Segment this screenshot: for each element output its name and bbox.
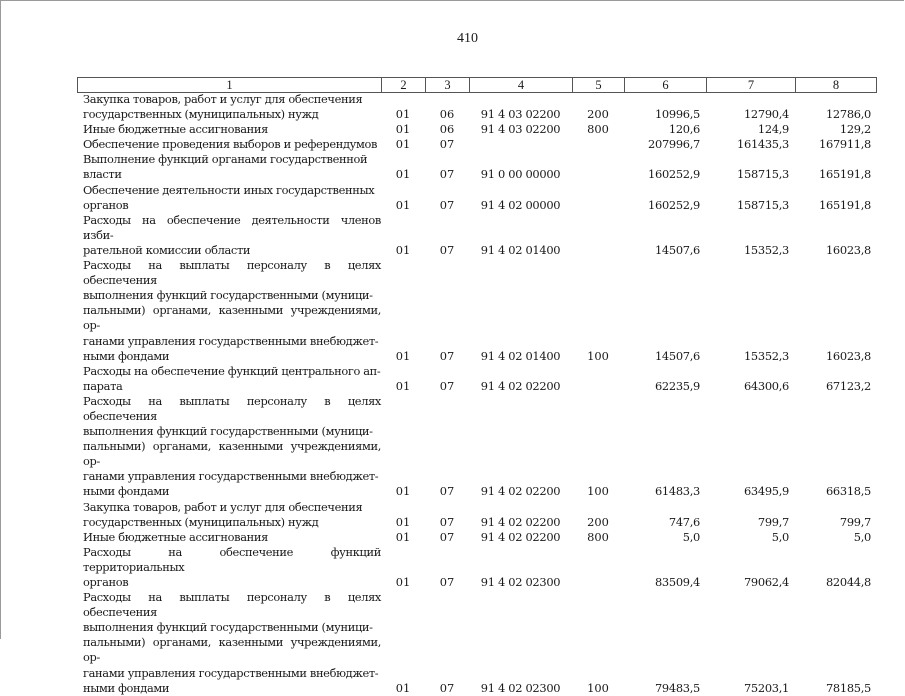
expense-type-code: 100 bbox=[587, 484, 609, 499]
row-description bbox=[77, 183, 381, 213]
row-description bbox=[77, 500, 381, 530]
description-line: органов bbox=[83, 197, 129, 212]
row-description bbox=[77, 122, 381, 137]
amount-year-1: 14507,6 bbox=[654, 242, 700, 257]
amount-year-3: 66318,5 bbox=[825, 484, 871, 499]
amount-year-3: 5,0 bbox=[853, 529, 871, 544]
table-row bbox=[77, 364, 876, 394]
description-line: Выполнение функций органами государственной bbox=[83, 152, 368, 167]
description-line: Расходы на выплаты персоналу в целях обеспечения bbox=[83, 590, 381, 620]
subsection-code: 07 bbox=[439, 529, 455, 544]
target-article-code: 91 4 02 02300 bbox=[480, 680, 561, 695]
expense-type-code: 100 bbox=[587, 680, 609, 695]
amount-year-1: 79483,5 bbox=[654, 680, 700, 695]
subsection-code: 07 bbox=[439, 137, 455, 152]
amount-year-3: 165191,8 bbox=[819, 197, 871, 212]
target-article-code: 91 4 03 02200 bbox=[480, 107, 561, 122]
subsection-code: 07 bbox=[439, 484, 455, 499]
description-line: Расходы на обеспечение функций территориальных bbox=[83, 544, 381, 574]
table-row bbox=[77, 183, 876, 213]
description-line: власти bbox=[83, 167, 122, 182]
amount-year-1: 5,0 bbox=[682, 529, 700, 544]
amount-year-3: 799,7 bbox=[839, 514, 871, 529]
amount-year-3: 165191,8 bbox=[819, 167, 871, 182]
table-row bbox=[77, 530, 876, 545]
amount-year-2: 158715,3 bbox=[737, 197, 789, 212]
row-description bbox=[77, 137, 381, 152]
table-row bbox=[77, 500, 876, 530]
amount-year-2: 79062,4 bbox=[743, 575, 789, 589]
amount-year-1: 83509,4 bbox=[654, 575, 700, 589]
subsection-code: 07 bbox=[439, 167, 455, 182]
amount-year-3: 129,2 bbox=[839, 122, 871, 137]
description-line: выполнения функций государственными (муници- bbox=[83, 288, 373, 303]
amount-year-2: 15352,3 bbox=[743, 348, 789, 363]
section-code: 01 bbox=[395, 167, 411, 182]
subsection-code: 07 bbox=[439, 378, 455, 393]
table-row bbox=[77, 213, 876, 258]
description-line: Расходы на обеспечение функций центрального ап- bbox=[83, 363, 381, 378]
target-article-code: 91 4 02 02200 bbox=[480, 529, 561, 544]
subsection-code: 07 bbox=[439, 514, 455, 529]
amount-year-2: 12790,4 bbox=[743, 107, 789, 122]
description-line: выполнения функций государственными (муници- bbox=[83, 424, 373, 439]
expense-type-code: 100 bbox=[587, 348, 609, 363]
expense-type-code: 800 bbox=[587, 122, 609, 137]
amount-year-1: 14507,6 bbox=[654, 348, 700, 363]
description-line: государственных (муниципальных) нужд bbox=[83, 107, 319, 122]
amount-year-1: 207996,7 bbox=[648, 137, 700, 152]
amount-year-3: 82044,8 bbox=[825, 575, 871, 589]
description-line: Закупка товаров, работ и услуг для обеспечения bbox=[83, 499, 363, 514]
table-row bbox=[77, 394, 876, 500]
amount-year-2: 124,9 bbox=[757, 122, 789, 137]
header-col-5: 5 bbox=[573, 78, 625, 93]
target-article-code: 91 4 03 02200 bbox=[480, 122, 561, 137]
row-description bbox=[77, 364, 381, 394]
expense-type-code: 800 bbox=[587, 529, 609, 544]
subsection-code: 06 bbox=[439, 122, 455, 137]
table-body bbox=[77, 92, 876, 696]
target-article-code: 91 4 02 02200 bbox=[480, 484, 561, 499]
section-code: 01 bbox=[395, 122, 411, 137]
row-description bbox=[77, 590, 381, 696]
description-line: Иные бюджетные ассигнования bbox=[83, 122, 268, 137]
table-row bbox=[77, 137, 876, 152]
header-col-2: 2 bbox=[382, 78, 426, 93]
amount-year-2: 64300,6 bbox=[743, 378, 789, 393]
amount-year-3: 78185,5 bbox=[825, 680, 871, 695]
amount-year-1: 120,6 bbox=[668, 122, 700, 137]
table-row bbox=[77, 122, 876, 137]
amount-year-2: 75203,1 bbox=[743, 680, 789, 695]
amount-year-3: 67123,2 bbox=[825, 378, 871, 393]
description-line: ными фондами bbox=[83, 348, 170, 363]
description-line: пальными) органами, казенными учреждениями, ор- bbox=[83, 439, 381, 469]
subsection-code: 06 bbox=[439, 107, 455, 122]
header-col-7: 7 bbox=[707, 78, 796, 93]
section-code: 01 bbox=[395, 529, 411, 544]
row-description bbox=[77, 545, 381, 590]
amount-year-1: 10996,5 bbox=[654, 107, 700, 122]
row-description bbox=[77, 258, 381, 364]
section-code: 01 bbox=[395, 484, 411, 499]
description-line: парата bbox=[83, 378, 123, 393]
description-line: Иные бюджетные ассигнования bbox=[83, 529, 268, 544]
description-line: ганами управления государственными внебюджет- bbox=[83, 665, 379, 680]
section-code: 01 bbox=[395, 242, 411, 257]
amount-year-1: 62235,9 bbox=[654, 378, 700, 393]
description-line: пальными) органами, казенными учреждениями, ор- bbox=[83, 635, 381, 665]
section-code: 01 bbox=[395, 680, 411, 695]
description-line: Расходы на обеспечение деятельности членов изби- bbox=[83, 212, 381, 242]
amount-year-1: 61483,3 bbox=[654, 484, 700, 499]
subsection-code: 07 bbox=[439, 680, 455, 695]
section-code: 01 bbox=[395, 197, 411, 212]
section-code: 01 bbox=[395, 575, 411, 589]
amount-year-3: 16023,8 bbox=[825, 348, 871, 363]
row-description bbox=[77, 394, 381, 500]
amount-year-1: 160252,9 bbox=[648, 197, 700, 212]
amount-year-2: 5,0 bbox=[771, 529, 789, 544]
expense-type-code: 200 bbox=[587, 107, 609, 122]
header-col-4: 4 bbox=[470, 78, 573, 93]
row-description bbox=[77, 530, 381, 545]
section-code: 01 bbox=[395, 514, 411, 529]
header-col-6: 6 bbox=[625, 78, 707, 93]
target-article-code: 91 4 02 02300 bbox=[480, 575, 561, 589]
amount-year-2: 15352,3 bbox=[743, 242, 789, 257]
amount-year-3: 12786,0 bbox=[825, 107, 871, 122]
description-line: Закупка товаров, работ и услуг для обеспечения bbox=[83, 92, 363, 106]
header-col-8: 8 bbox=[796, 78, 877, 93]
description-line: Расходы на выплаты персоналу в целях обеспечения bbox=[83, 393, 381, 423]
description-line: государственных (муниципальных) нужд bbox=[83, 514, 319, 529]
description-line: ганами управления государственными внебюджет- bbox=[83, 333, 379, 348]
amount-year-3: 16023,8 bbox=[825, 242, 871, 257]
table-row bbox=[77, 545, 876, 590]
amount-year-3: 167911,8 bbox=[819, 137, 871, 152]
target-article-code: 91 4 02 02200 bbox=[480, 514, 561, 529]
target-article-code: 91 4 02 02200 bbox=[480, 378, 561, 393]
description-line: ными фондами bbox=[83, 680, 170, 695]
table-row bbox=[77, 258, 876, 364]
target-article-code: 91 0 00 00000 bbox=[480, 167, 561, 182]
subsection-code: 07 bbox=[439, 242, 455, 257]
amount-year-1: 160252,9 bbox=[648, 167, 700, 182]
description-line: ными фондами bbox=[83, 484, 170, 499]
section-code: 01 bbox=[395, 378, 411, 393]
section-code: 01 bbox=[395, 137, 411, 152]
description-line: Обеспечение деятельности иных государственных bbox=[83, 182, 375, 197]
target-article-code: 91 4 02 01400 bbox=[480, 348, 561, 363]
table-row bbox=[77, 152, 876, 182]
description-line: пальными) органами, казенными учреждениями, ор- bbox=[83, 303, 381, 333]
page-number: 410 bbox=[457, 31, 478, 46]
amount-year-2: 799,7 bbox=[757, 514, 789, 529]
expense-type-code: 200 bbox=[587, 514, 609, 529]
description-line: Обеспечение проведения выборов и референдумов bbox=[83, 137, 378, 152]
row-description bbox=[77, 213, 381, 258]
table-row bbox=[77, 590, 876, 696]
amount-year-2: 63495,9 bbox=[743, 484, 789, 499]
amount-year-2: 158715,3 bbox=[737, 167, 789, 182]
section-code: 01 bbox=[395, 348, 411, 363]
description-line: Расходы на выплаты персоналу в целях обеспечения bbox=[83, 258, 381, 288]
target-article-code: 91 4 02 01400 bbox=[480, 242, 561, 257]
header-col-3: 3 bbox=[426, 78, 470, 93]
target-article-code: 91 4 02 00000 bbox=[480, 197, 561, 212]
subsection-code: 07 bbox=[439, 575, 455, 589]
amount-year-1: 747,6 bbox=[668, 514, 700, 529]
subsection-code: 07 bbox=[439, 197, 455, 212]
table-row bbox=[77, 92, 876, 122]
header-col-1: 1 bbox=[78, 78, 382, 93]
table-header bbox=[77, 77, 877, 93]
row-description bbox=[77, 92, 381, 122]
description-line: ганами управления государственными внебюджет- bbox=[83, 469, 379, 484]
subsection-code: 07 bbox=[439, 348, 455, 363]
description-line: органов bbox=[83, 575, 129, 589]
section-code: 01 bbox=[395, 107, 411, 122]
description-line: рательной комиссии области bbox=[83, 242, 251, 257]
description-line: выполнения функций государственными (муници- bbox=[83, 620, 373, 635]
amount-year-2: 161435,3 bbox=[737, 137, 789, 152]
row-description bbox=[77, 152, 381, 182]
